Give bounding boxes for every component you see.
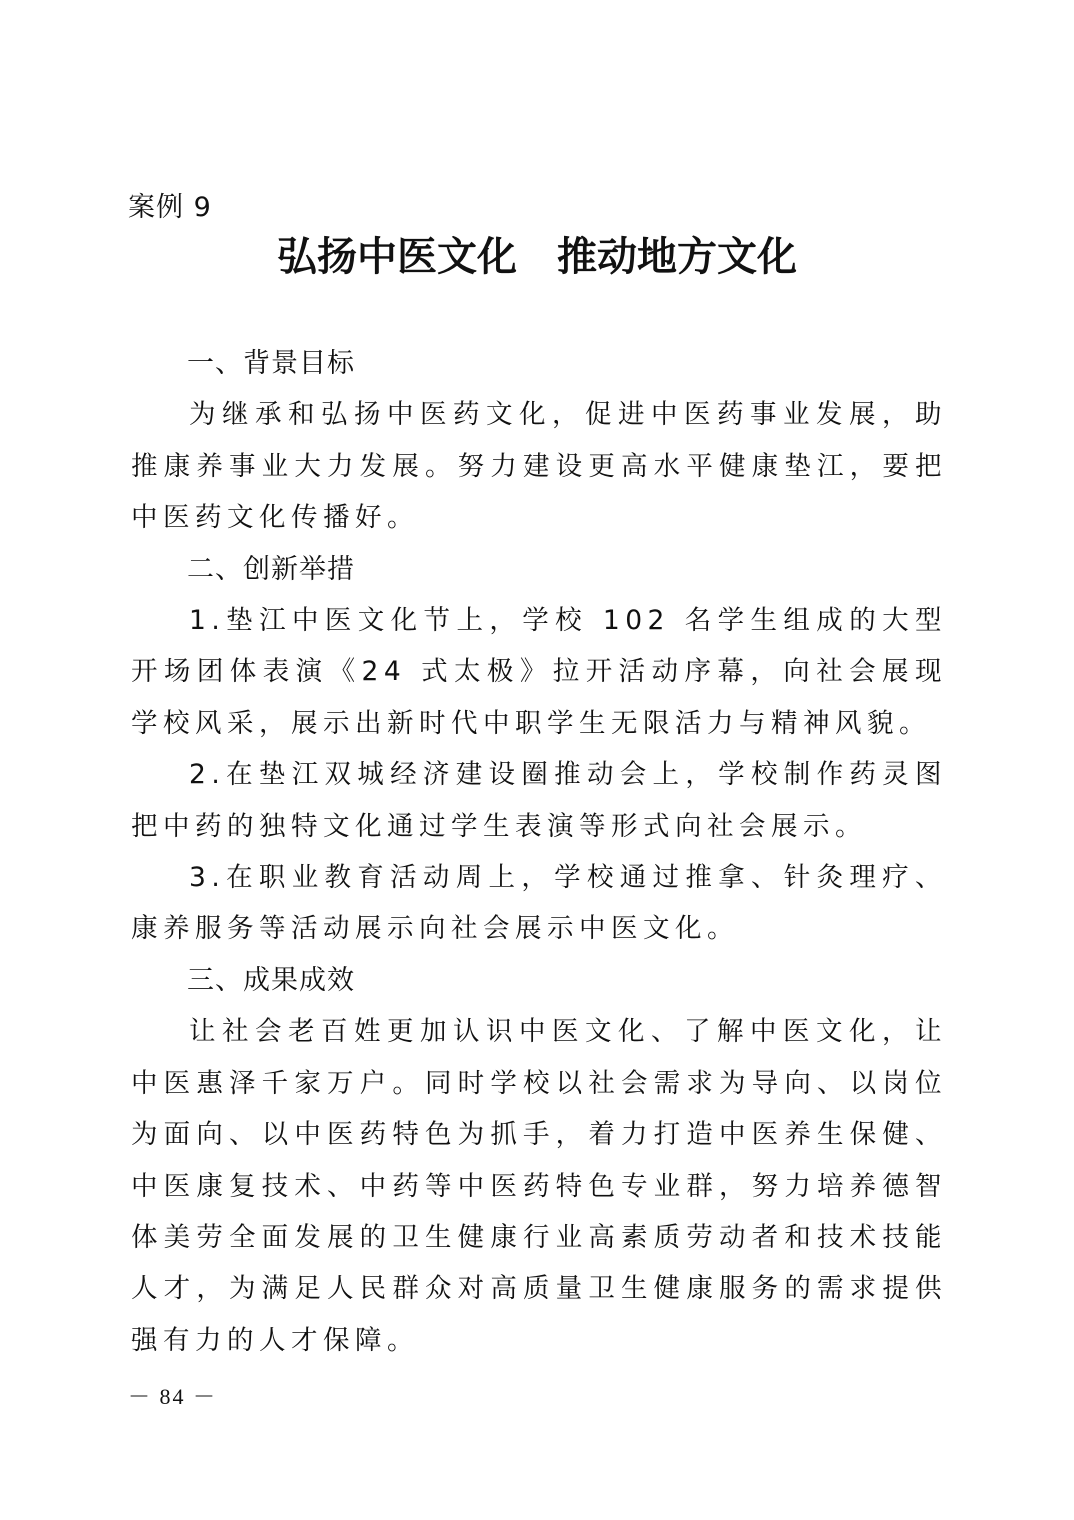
paragraph-results: 让社会老百姓更加认识中医文化、了解中医文化，让中医惠泽千家万户。同时学校以社会需求为导向、以岗位为面向、以中医药特色为抓手，着力打造中医养生保健、中医康复技术、中药等中医药特色专业群，努力培养德智体美劳全面发展的卫生健康行业高素质劳动者和技术技能人才，为满足人民群众对高质量卫生健康服务的需求提供强有力的人才保障。	[131, 1016, 947, 1356]
paragraph-measure-1: 1.垫江中医文化节上，学校 102 名学生组成的大型开场团体表演《24 式太极》拉开活动序幕，向社会展现学校风采，展示出新时代中职学生无限活力与精神风貌。	[131, 605, 947, 739]
section-heading-measures: 二、创新举措	[187, 553, 355, 585]
section-heading-results: 三、成果成效	[187, 964, 355, 996]
section-heading-background: 一、背景目标	[187, 348, 355, 379]
case-label: 案例 9	[128, 192, 212, 223]
page-number: － 84 －	[128, 1384, 218, 1409]
document-body	[131, 338, 947, 1366]
paragraph-measure-2: 2.在垫江双城经济建设圈推动会上，学校制作药灵图把中药的独特文化通过学生表演等形式向社会展示。	[131, 759, 947, 842]
paragraph-background: 为继承和弘扬中医药文化，促进中医药事业发展，助推康养事业大力发展。努力建设更高水平健康垫江，要把中医药文化传播好。	[131, 399, 947, 534]
document-title: 弘扬中医文化 推动地方文化	[277, 233, 797, 280]
paragraph-measure-3: 3.在职业教育活动周上，学校通过推拿、针灸理疗、康养服务等活动展示向社会展示中医文化。	[131, 862, 947, 945]
